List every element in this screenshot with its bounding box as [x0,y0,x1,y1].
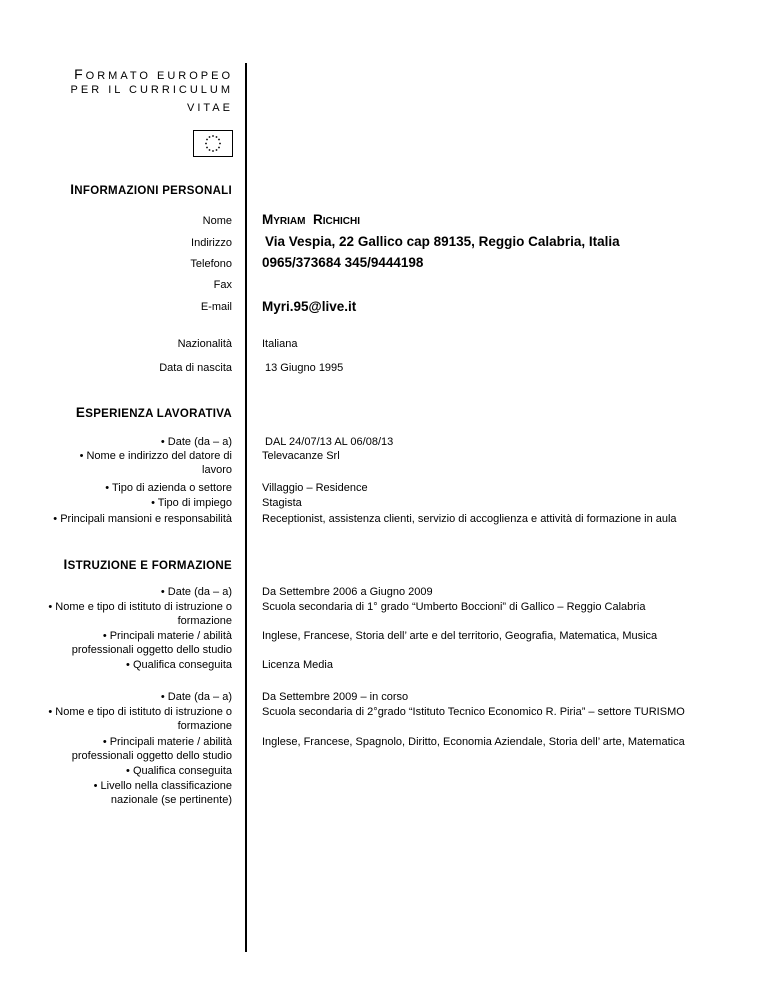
edu1-dates-label: • Date (da – a) [160,586,232,598]
name-value: MYRIAM RICHICHI [262,212,360,227]
fax-label: Fax [213,279,232,291]
birth-date-label: Data di nascita [159,362,232,374]
work-employer-label: • Nome e indirizzo del datore di lavoro [79,450,232,476]
edu1-subjects-label: • Principali materie / abilità professionali oggetto dello studio [71,630,232,656]
work-duties-value: Receptionist, assistenza clienti, servizio di accoglienza e attività di formazione in aula [262,513,677,525]
edu2-subjects-value: Inglese, Francese, Spagnolo, Diritto, Economia Aziendale, Storia dell’ arte, Matematica [262,736,685,748]
edu2-subjects-label: • Principali materie / abilità professionali oggetto dello studio [71,736,232,762]
edu2-institute-label: • Nome e tipo di istituto di istruzione o formazione [48,706,232,732]
edu2-institute-value: Scuola secondaria di 2°grado “Istituto Tecnico Economico R. Piria” – settore TURISMO [262,706,685,718]
work-dates-value: DAL 24/07/13 AL 06/08/13 [265,436,394,448]
cv-title-line-3: VITAE [187,102,233,114]
work-sector-label: • Tipo di azienda o settore [105,482,232,494]
phone-label: Telefono [190,258,232,270]
email-value: Myri.95@live.it [262,299,357,314]
work-dates-label: • Date (da – a) [160,436,232,448]
cv-title-line-1: FORMATO EUROPEO [74,66,233,82]
phone-value: 0965/373684 345/9444198 [262,255,424,270]
work-employer-value: Televacanze Srl [262,450,340,462]
address-value: Via Vespia, 22 Gallico cap 89135, Reggio Calabria, Italia [265,234,620,249]
edu1-dates-value: Da Settembre 2006 a Giugno 2009 [262,586,433,598]
section-heading-work: ESPERIENZA LAVORATIVA [75,405,232,420]
work-sector-value: Villaggio – Residence [262,482,368,494]
work-job-type-label: • Tipo di impiego [151,497,232,509]
section-heading-personal: INFORMAZIONI PERSONALI [70,182,232,197]
address-label: Indirizzo [191,237,232,249]
work-job-type-value: Stagista [262,497,302,509]
section-heading-education: ISTRUZIONE E FORMAZIONE [63,557,232,572]
edu2-qualification-label: • Qualifica conseguita [126,765,232,777]
cv-title-line-2: PER IL CURRICULUM [70,84,233,96]
name-label: Nome [202,215,232,227]
work-duties-label: • Principali mansioni e responsabilità [53,513,232,525]
column-divider [245,63,247,952]
edu2-level-label: • Livello nella classificazione nazionale (se pertinente) [93,780,232,806]
edu1-subjects-value: Inglese, Francese, Storia dell’ arte e del territorio, Geografia, Matematica, Musica [262,630,658,642]
birth-date-value: 13 Giugno 1995 [265,362,344,374]
edu1-qualification-value: Licenza Media [262,659,333,671]
eu-flag-icon [193,130,233,157]
edu2-dates-value: Da Settembre 2009 – in corso [262,691,409,703]
edu1-institute-value: Scuola secondaria di 1° grado “Umberto Boccioni” di Gallico – Reggio Calabria [262,601,646,613]
nationality-label: Nazionalità [177,338,232,350]
edu1-qualification-label: • Qualifica conseguita [126,659,232,671]
email-label: E-mail [200,301,232,313]
edu2-dates-label: • Date (da – a) [160,691,232,703]
nationality-value: Italiana [262,338,298,350]
edu1-institute-label: • Nome e tipo di istituto di istruzione o formazione [48,601,232,627]
